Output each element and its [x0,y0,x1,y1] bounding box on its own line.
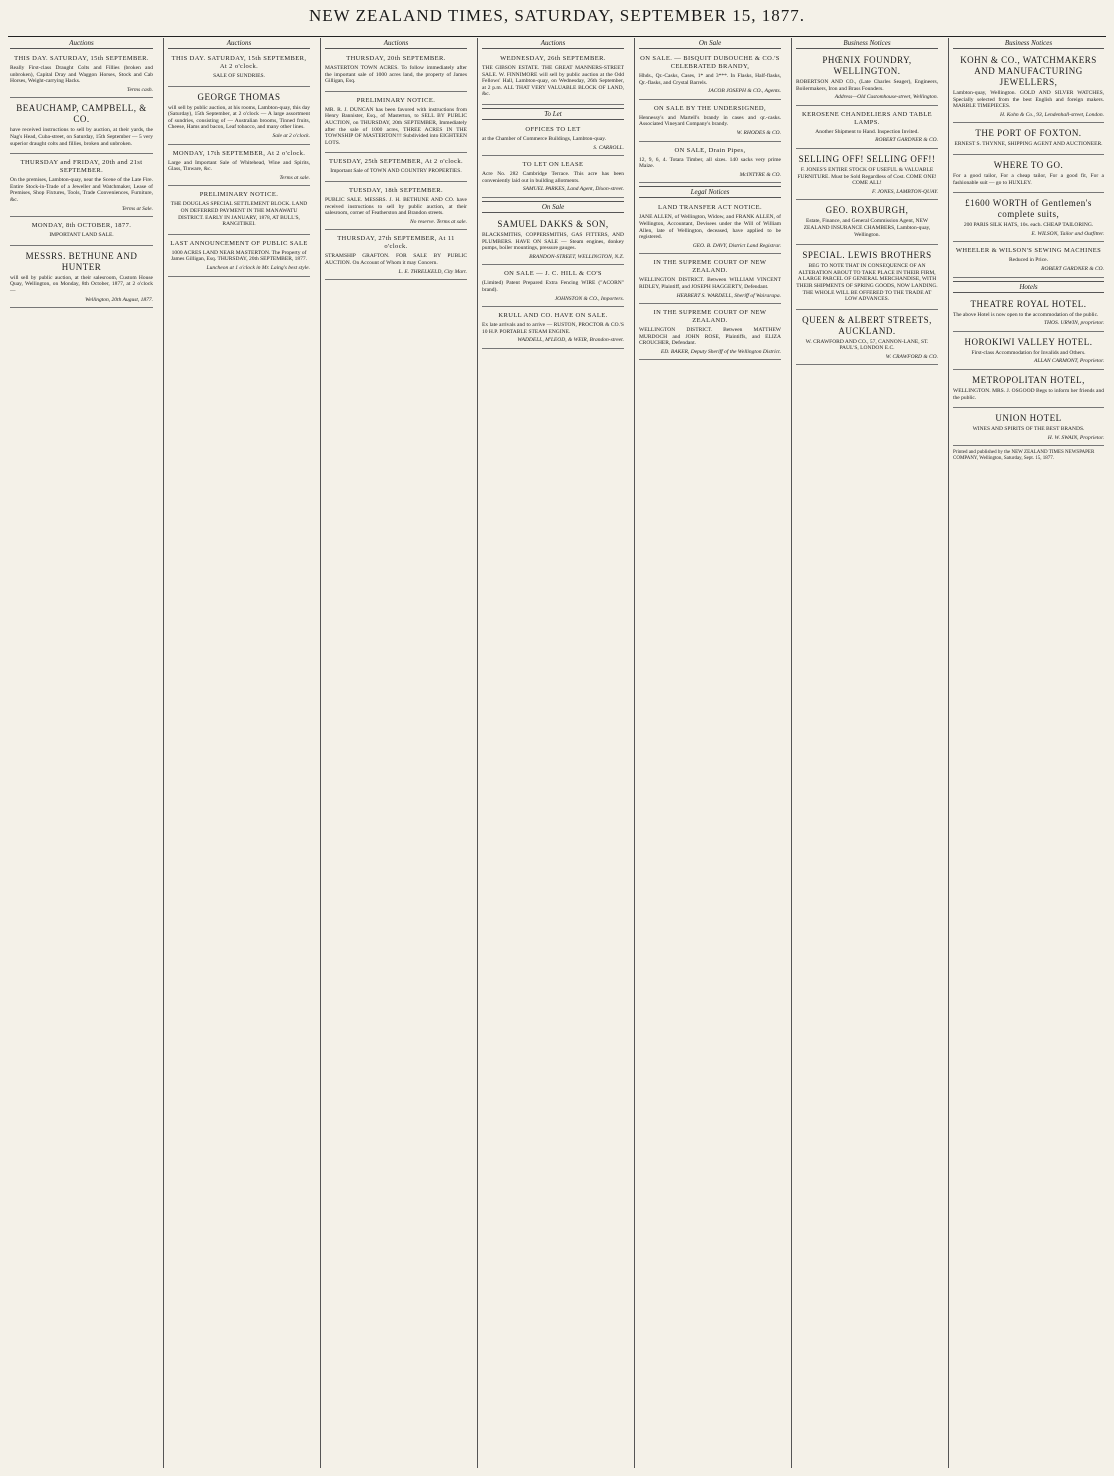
advertisement [10,52,153,98]
ad-signature: No reserve. Terms at sale. [409,218,467,225]
ad-body: MR. R. J. DUNCAN has been favored with instructions from Henry Bannister, Esq., of Masterton, to SELL BY PUBLIC AUCTION, on THURSDAY, 20th SEPTEMBER, Immediately after the sale of 1000 acres, THREE ACRES IN THE TOWNSHIP OF MASTERTON!!! Subdivided into EIGHTEEN LOTS. [325,106,467,146]
ad-signature: Terms at Sale. [121,205,153,212]
column-heading: Auctions [10,38,153,49]
ad-body: 1000 ACRES LAND NEAR MASTERTON. The Property of James Gilligan, Esq. THURSDAY, 20th SEPTEMBER, 1877. [170,249,308,263]
ad-title: ON SALE BY THE UNDERSIGNED, [653,104,767,112]
ad-body: The above Hotel is now open to the accommodation of the public. [953,311,1099,318]
ad-signature: GEO. B. DAVY, District Land Registrar. [692,242,781,249]
ad-body: First-class Accommodation for Invalids and Others. [971,349,1086,356]
ad-title: THURSDAY, 20th SEPTEMBER. [346,55,446,62]
ad-title: TUESDAY, 18th SEPTEMBER. [348,186,444,194]
ad-signature: H. Kohn & Co., 93, Lendenhall-street, London. [1000,111,1104,118]
advertisement [482,123,624,156]
advertisement [953,244,1104,277]
ad-title: PRELIMINARY NOTICE. [356,96,436,104]
ad-body: Hhds., Qr.-Casks, Cases, 1* and 3***. In Flasks, Half-flasks, Qr.-flasks, and Crystal Barrels. [639,73,781,86]
ad-title: ON SALE — J. C. HILL & CO'S [504,270,602,278]
ad-body: JANE ALLEN, of Wellington, Widow, and FRANK ALLEN, of Wellington, Accountant, Devisees under the Will of William Allen, late of Wellington, deceased, have applied to be registered. [639,214,781,241]
ad-signature: ROBERT GARDNER & CO. [1041,265,1104,272]
ad-title: SELLING OFF! SELLING OFF!! [798,153,936,164]
ad-signature: BRANDON-STREET, WELLINGTON, N.Z. [529,253,624,260]
ad-body: THE DOUGLAS SPECIAL SETTLEMENT BLOCK. LAND ON DEFERRED PAYMENT IN THE MANAWATU DISTRICT. EARLY IN JANUARY, 1878, AT BULL'S, RANGITIKEI. [170,201,308,228]
ad-title: LAND TRANSFER ACT NOTICE. [657,204,763,212]
ad-signature: L. E. THRELKELD, City Mart. [398,268,467,275]
ad-title: GEO. ROXBURGH, [825,205,909,216]
ad-title: SAMUEL DAKKS & SON, [497,218,609,229]
advertisement [168,147,310,187]
ad-body: STRAMSHIP GRAFTON. FOR SALE BY PUBLIC AUCTION. On Account of Whom it may Concern. [325,253,467,266]
ad-body: Acre No. 282 Cambridge Terrace. This acre has been conveniently laid out in building allotments. [482,171,624,184]
ad-signature: F. JONES, LAMBTON-QUAY. [871,188,938,195]
ad-title: MONDAY, 17th SEPTEMBER, At 2 o'clock. [172,149,306,157]
column-heading: Auctions [325,38,467,49]
advertisement [796,247,938,310]
ad-body: at the Chamber of Commerce Buildings, Lambton-quay. [482,135,606,142]
advertisement [482,267,624,307]
ad-title: THURSDAY and FRIDAY, 20th and 21st SEPTEMBER. [20,159,143,175]
ad-title: IN THE SUPREME COURT OF NEW ZEALAND. [653,309,767,325]
advertisement [953,334,1104,370]
ad-body: ROBERTSON AND CO., (Late Charles Seager), Engineers, Boilermakers, Iron and Brass Founders. [796,79,938,92]
ad-body: ERNEST S. THYNNE, SHIPPING AGENT AND AUCTIONEER. [954,141,1103,148]
section-heading: Legal Notices [639,186,781,198]
column-4 [477,38,628,1468]
advertisement [10,248,153,308]
ad-body: WINES AND SPIRITS OF THE BEST BRANDS. [972,426,1085,433]
advertisement [796,52,938,106]
ad-body: For a good tailor, For a cheap tailor, For a good fit, For a fashionable suit — go to HUXLEY. [953,172,1104,186]
advertisement [953,157,1104,193]
ad-body: (Limited) Patent Prepared Extra Fencing WIRE ("ACORN" brand). [482,280,624,293]
ad-body: Estate, Finance, and General Commission Agent, NEW ZEALAND INSURANCE CHAMBERS, Lambton-quay, Wellington. [803,218,931,238]
column-7 [948,38,1108,1468]
ad-title: £1600 WORTH of Gentlemen's complete suits, [965,198,1092,220]
ad-title: KEROSENE CHANDELIERS AND TABLE LAMPS. [802,110,932,126]
ad-body: 200 PARIS SILK HATS, 10s. each. CHEAP TAILORING. [963,222,1094,229]
ad-signature: HERBERT S. WARDELL, Sheriff of Wairarapa. [676,292,781,299]
advertisement [639,256,781,304]
ad-title: THIS DAY. SATURDAY, 15th SEPTEMBER. [14,55,149,62]
ad-signature: W. RHODES & CO. [736,129,781,136]
ad-body: PUBLIC SALE. MESSRS. J. H. BETHUNE AND CO. have received instructions to sell by public auction, at their salesroom, corner of Featherston and Brandon streets. [325,196,467,217]
advertisement [482,158,624,198]
ad-title: OFFICES TO LET [525,125,581,133]
ad-signature: W. CRAWFORD & CO. [885,353,938,360]
ad-title: BEAUCHAMP, CAMPBELL, & CO. [16,103,147,125]
ad-signature: E. WILSON, Tailor and Outfitter. [1031,230,1104,237]
ad-title: THE PORT OF FOXTON. [975,128,1082,139]
advertisement [639,201,781,254]
ad-body: Important Sale of TOWN AND COUNTRY PROPERTIES. [330,168,462,175]
ad-title: PHŒNIX FOUNDRY, WELLINGTON. [822,55,912,76]
ad-body: Another Shipment to Hand. Inspection Invited. [815,128,919,135]
ad-body: Really First-class Draught Colts and Fillies (broken and unbroken), Capital Dray and Waggon Horses, Stock and Cab Horses, Weight-carrying Hacks. [10,65,153,85]
advertisement [10,219,153,246]
ad-title: KOHN & CO., WATCHMAKERS AND MANUFACTURING JEWELLERS, [960,55,1097,87]
ad-body: SALE OF SUNDRIES. [213,73,265,79]
ad-title: LAST ANNOUNCEMENT OF PUBLIC SALE [170,239,308,247]
ad-title: UNION HOTEL [995,413,1062,424]
advertisement [953,52,1104,123]
ad-title: TUESDAY, 25th SEPTEMBER, At 2 o'clock. [328,158,464,166]
masthead [0,6,1114,36]
ad-signature: Terms at sale. [279,174,310,181]
advertisement [796,312,938,366]
newspaper-title: NEW ZEALAND TIMES, SATURDAY, SEPTEMBER 15, 1877. [308,6,806,25]
ad-body: BLACKSMITHS, COPPERSMITHS, GAS FITTERS, AND PLUMBERS. HAVE ON SALE — Steam engines, donkey pumps, boiler mountings, pressure gauges. [482,231,624,252]
ad-title: GEORGE THOMAS [197,91,281,102]
ad-signature: JACOB JOSEPH & CO., Agents. [707,88,781,95]
advertisement [639,52,781,100]
advertisement [168,237,310,277]
ad-title: HOROKIWI VALLEY HOTEL. [964,336,1093,347]
ad-title: METROPOLITAN HOTEL, [972,374,1085,385]
advertisement [10,100,153,154]
ad-signature: Luncheon at 1 o'clock in Mr. Laing's best style. [206,264,310,271]
column-heading: On Sale [639,38,781,49]
ad-title: PRELIMINARY NOTICE. [199,191,279,199]
masthead-rule [8,36,1106,37]
ad-signature: JOHNSTON & CO., Importers. [554,295,624,302]
ad-body: F. JONES'S ENTIRE STOCK OF USEFUL & VALUABLE FURNITURE. Must be Sold Regardless of Cost. COME ONE! COME ALL! [797,166,937,187]
advertisement [639,306,781,360]
ad-signature: Wellington, 20th August, 1877. [85,296,153,303]
ad-title: THEATRE ROYAL HOTEL. [970,298,1087,309]
ad-body: WELLINGTON DISTRICT. Between WILLIAM VINCENT RIDLEY, Plaintiff, and JOSEPH HAGGERTY, Defendant. [639,277,781,290]
advertisement [953,195,1104,242]
advertisement [953,372,1104,408]
ad-signature: S. CARROLL. [593,144,624,151]
ad-body: WELLINGTON. MRS. J. OSGOOD Begs to inform her friends and the public. [953,387,1104,401]
column-heading: Auctions [168,38,310,49]
advertisement [10,156,153,217]
ad-signature: Terms cash. [126,86,153,93]
column-3 [320,38,471,1468]
column-heading: Business Notices [796,38,938,49]
ad-body: have received instructions to sell by auction, at their yards, the Nag's Head, Cuba-street, on Saturday, 15th September — 5 very superior draught colts and fillies, broken and unbroken. [10,127,153,147]
ad-body: MASTERTON TOWN ACRES. To follow immediately after the important sale of 1000 acres land, the property of James Gilligan, Esq. [325,65,467,85]
ad-title: IN THE SUPREME COURT OF NEW ZEALAND. [653,259,767,275]
ad-body: Ex late arrivals and to arrive — RUSTON, PROCTOR & CO.'S 10 H.P. PORTABLE STEAM ENGINE. [482,322,624,335]
ad-body: W. CRAWFORD AND CO., 57, CANNON-LANE, ST. PAUL'S, LONDON E.C. [805,338,929,352]
ad-title: TO LET ON LEASE [522,161,584,169]
ad-signature: Address—Old Customhouse-street, Wellington. [834,94,938,101]
ad-title: WHERE TO GO. [993,159,1064,170]
advertisement [482,309,624,349]
ad-body: On the premises, Lambton-quay, near the Scene of the Late Fire. Entire Stock-in-Trade of a Jeweller and Watchmaker, Lease of Premises, Shop Fixtures, Tools, Trade Conveniences, Furniture, &c. [10,177,153,203]
ad-title: THURSDAY, 27th SEPTEMBER, At 11 o'clock. [337,235,455,251]
ad-body: Lambton-quay, Wellington. GOLD AND SILVER WATCHES, Specially selected from the best English and foreign makers. MARBLE TIMEPIECES. [953,90,1104,110]
column-6 [791,38,942,1468]
ad-body: Hennessy's and Martell's brandy in cases and qr.-casks. Associated Vineyard Company's brandy. [639,114,781,128]
ad-title: ON SALE, Drain Pipes, [674,146,746,154]
ad-title: MONDAY, 8th OCTOBER, 1877. [31,222,132,230]
ad-body: THE GIBSON ESTATE. THE GREAT MANNERS-STREET SALE. W. FINNIMORE will sell by public auction at the Odd Fellows' Hall, Lambton-quay, on Wednesday, 26th September, at 2 p.m. ALL THAT VERY VALUABLE BLOCK OF LAND, &c. [482,65,624,98]
advertisement [482,52,624,105]
ad-title: WEDNESDAY, 26th SEPTEMBER. [500,55,606,62]
ad-body: will sell by public auction, at his rooms, Lambton-quay, this day (Saturday), 15th September, at 2 o'clock — A large assortment of sundries, consisting of — Australian brooms, Tinned fruits, Cheese, Hams and bacon, Leaf tobacco, and many other lines. [168,104,310,131]
ad-title: ON SALE. — BISQUIT DUBOUCHE & CO.'S CELEBRATED BRANDY, [640,55,780,70]
advertisement [482,216,624,265]
newspaper-page [6,38,1108,1470]
advertisement [168,52,310,87]
ad-body: WELLINGTON DISTRICT. Between MATTHEW MURDOCH and JOHN ROSE, Plaintiffs, and ELIZA CROUCHER, Defendant. [639,327,781,347]
advertisement [953,296,1104,332]
advertisement [639,102,781,142]
ad-body: 12, 9, 6, 4. Totara Timber, all sizes. 140 sacks very prime Maize. [639,156,781,170]
ad-title: KRULL AND CO. HAVE ON SALE. [498,312,608,320]
ad-signature: Sale at 2 o'clock. [272,132,310,139]
ad-signature: THOS. URWIN, proprietor. [1043,320,1104,327]
advertisement [325,184,467,230]
column-heading: Business Notices [953,38,1104,49]
ad-signature: McINTYRE & CO. [739,171,781,178]
advertisement [168,188,310,234]
advertisement [168,89,310,145]
ad-signature: ALLAN CARMONT, Proprietor. [1034,358,1104,365]
ad-body: Large and Important Sale of Whitehead, Wine and Spirits, Glass, Tinware, &c. [168,159,310,173]
ad-signature: H. W. SWAIN, Proprietor. [1047,434,1104,441]
ad-signature: SAMUEL PARKES, Land Agent, Dixon-street. [522,186,624,193]
section-heading: On Sale [482,201,624,213]
advertisement [325,52,467,92]
printer-imprint: Printed and published by the NEW ZEALAND TIMES NEWSPAPER COMPANY, Wellington, Saturday, Sept. 15, 1877. [953,450,1095,462]
advertisement [796,202,938,245]
advertisement [796,151,938,200]
advertisement [953,125,1104,155]
ad-signature: ROBERT GARDNER & CO. [875,137,938,144]
section-heading: Hotels [953,281,1104,293]
ad-body: IMPORTANT LAND SALE. [49,232,114,239]
ad-body: will sell by public auction, at their salesroom, Custom House Quay, Wellington, on Monday, 8th October, 1877, at 2 o'clock — [10,274,153,294]
ad-title: WHEELER & WILSON'S SEWING MACHINES [955,247,1102,255]
column-1 [6,38,157,1468]
advertisement [953,410,1104,446]
advertisement [796,108,938,149]
advertisement [325,232,467,280]
ad-title: QUEEN & ALBERT STREETS, AUCKLAND. [802,314,932,336]
ad-signature: WADDELL, M'LEOD, & WEIR, Brandon-street. [517,337,624,344]
ad-title: MESSRS. BETHUNE AND HUNTER [25,250,138,272]
column-heading: Auctions [482,38,624,49]
ad-body: BEG TO NOTE THAT IN CONSEQUENCE OF AN ALTERATION ABOUT TO TAKE PLACE IN THEIR FIRM, A LARGE PARCEL OF GENERAL MERCHANDISE, WITH THEIR SHIPMENTS OF SPRING GOODS, NOW LANDING. THE WHOLE WILL BE OFFERED TO THE TRADE AT LOW ADVANCES. [796,263,938,303]
advertisement [325,155,467,182]
advertisement [639,144,781,184]
column-5 [634,38,785,1468]
advertisement [325,94,467,154]
ad-title: SPECIAL. LEWIS BROTHERS [802,250,932,261]
ad-title: THIS DAY. SATURDAY, 15th SEPTEMBER, At 2 o'clock. [171,55,307,70]
column-2 [163,38,314,1468]
section-heading: To Let [482,108,624,120]
ad-signature: ED. BAKER, Deputy Sheriff of the Wellington District. [660,348,781,355]
ad-body: Reduced in Price. [1009,257,1048,264]
